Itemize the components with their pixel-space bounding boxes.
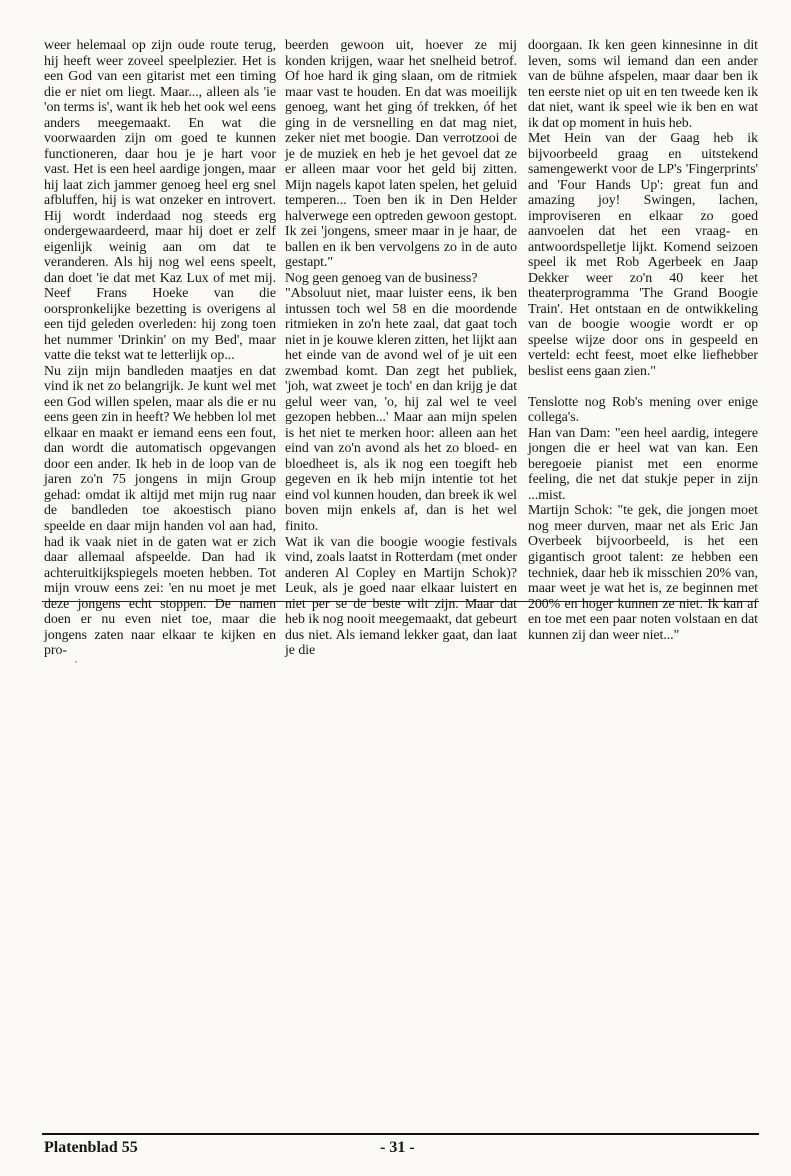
magazine-name: Platenblad 55 — [44, 1139, 138, 1156]
text-column-3 — [528, 38, 758, 643]
paragraph: doorgaan. Ik ken geen kinnesinne in dit leven, soms wil iemand dan een ander van de bühne afspelen, maar daar ben ik ten eerste niet op uit en ten tweede ken ik dat niet, want ik speel wie ik ben en wat ik dat op moment in huis heb. — [528, 38, 758, 131]
paragraph: "Absoluut niet, maar luister eens, ik ben intussen toch wel 58 en die moordende ritmieken in zo'n hete zaal, dat gaat toch niet in je kouwe kleren zitten, het lijkt aan het einde van de avond wel of je uit een zwembad komt. Dan zegt het publiek, 'joh, wat zweet je toch' en dan krijg je dat gelul weer van, 'o, hij zal wel te veel gezopen hebben...' Maar aan mijn spelen is het niet te merken hoor: alleen aan het eind van zo'n avond als het zo bloed- en bloedheet is, als ik nog een toegift heb gegeven en ik heb mijn intentie tot het eind vol kunnen houden, dan breek ik wel boven mijn enkels af, dan is het wel finito. — [285, 286, 517, 534]
article-end-rule — [42, 601, 759, 602]
page-footer — [42, 1139, 759, 1161]
paragraph: Met Hein van der Gaag heb ik bijvoorbeeld graag en uitstekend samengewerkt voor de LP's 'Fingerprints' and 'Four Hands Up': great fun and amazing joy! Swingen, lachen, improviseren en elkaar zo goed aanvoelen dat het een vraag- en antwoordspelletje lijkt. Komend seizoen speel ik met Rob Agerbeek en Jaap Dekker weer zo'n 40 keer het theaterprogramma 'The Grand Boogie Train'. Het ontstaan en de ontwikkeling van de boogie woogie wordt er op speelse wijze door ons in gespeeld en verteld: echt feest, moet elke liefhebber beslist eens gaan zien." — [528, 131, 758, 379]
paragraph-gap — [528, 379, 758, 395]
paragraph: Martijn Schok: "te gek, die jongen moet nog meer durven, maar net als Eric Jan Overbeek bijvoorbeeld, is het een gigantisch groot talent: ze hebben een techniek, daar heb ik misschien 20% van, maar weet je wat het is, ze beginnen met 200% en hoger kunnen ze niet. Ik kan af en toe met een paar noten volstaan en dat kunnen zij dan weer niet..." — [528, 503, 758, 643]
footer-rule — [42, 1133, 759, 1135]
paragraph: weer helemaal op zijn oude route terug, hij heeft weer zoveel speelplezier. Het is een God van een gitarist met een timing die er niet om liegt. Maar..., alleen als 'ie 'on terms is', want ik heb het ook wel eens anders meegemaakt. En wat die voorwaarden zijn om goed te kunnen functioneren, daar hou je je hart voor vast. Het is een heel aardige jongen, maar hij laat zich jammer genoeg heel erg snel afbluffen, hij is wat onzeker en introvert. Hij wordt inderdaad nog steeds erg ondergewaardeerd, maar hij doet er zelf eigenlijk weinig aan om dat te veranderen. Als hij nog wel eens speelt, dan doet 'ie dat met Kaz Lux of met mij. Neef Frans Hoeke van die oorspronkelijke bezetting is overigens al een tijd geleden overleden: hij zong toen het nummer 'Drinkin' on my Bed', maar vatte die tekst wat te letterlijk op... — [44, 38, 277, 364]
text-column-1 — [44, 38, 276, 659]
paragraph: beerden gewoon uit, hoever ze mij konden krijgen, waar het snelheid betrof. Of hoe hard ik ging slaan, om de ritmiek maar vast te houden. En dat was moeilijk genoeg, want het ging óf trekken, óf het ging in de versnelling en dat mag niet, zeker niet met boogie. Dan verrotzooi de je de muziek en heb je het gevoel dat ze er alleen maar voor het geld bij zitten. Mijn nagels kapot laten spelen, het geluid temperen... Toen ben ik in Den Helder halverwege een optreden gewoon gestopt. Ik zei 'jongens, smeer maar in je haar, de ballen en ik ben vervolgens zo in de auto gestapt." — [285, 38, 517, 271]
paragraph: Han van Dam: "een heel aardig, integere jongen die er heel wat van kan. Een beregoeie pianist met een enorme feeling, die net dat stukje peper in zijn ...mist. — [528, 425, 758, 503]
question-heading: Nog geen genoeg van de business? — [285, 270, 478, 286]
paragraph: Tenslotte nog Rob's mening over enige collega's. — [528, 394, 758, 426]
paragraph: Wat ik van die boogie woogie festivals vind, zoals laatst in Rotterdam (met onder anderen Al Copley en Martijn Schok)? Leuk, als je goed naar elkaar luistert en niet per se de beste wilt zijn. Maar dat heb ik nog nooit meegemaakt, dat gebeurt dus niet. Als iemand lekker gaat, dan laat je die — [285, 534, 517, 659]
paragraph: Nu zijn mijn bandleden maatjes en dat vind ik net zo belangrijk. Je kunt wel met een God willen spelen, maar als die er nu eens geen zin in heeft? We hebben lol met elkaar en maakt er iemand eens een fout, dan wordt die automatisch opgevangen door een ander. Ik heb in de loop van de jaren zo'n 75 jongens in mijn Group gehad: omdat ik altijd met mijn rug naar de bandleden toe akoestisch piano speelde en daar mijn handen vol aan had, had ik vaak niet in de gaten wat er zich daar allemaal afspeelde. Dan had ik achteruitkijkspiegels moeten hebben. Tot mijn vrouw eens zei: 'en nu moet je met deze jongens echt stoppen. De namen doen er nu even niet toe, maar die jongens zaten naar elkaar te kijken en pro- — [44, 363, 276, 659]
paper-speck — [75, 661, 77, 663]
text-column-2 — [285, 38, 517, 659]
page-number: - 31 - — [380, 1139, 415, 1156]
